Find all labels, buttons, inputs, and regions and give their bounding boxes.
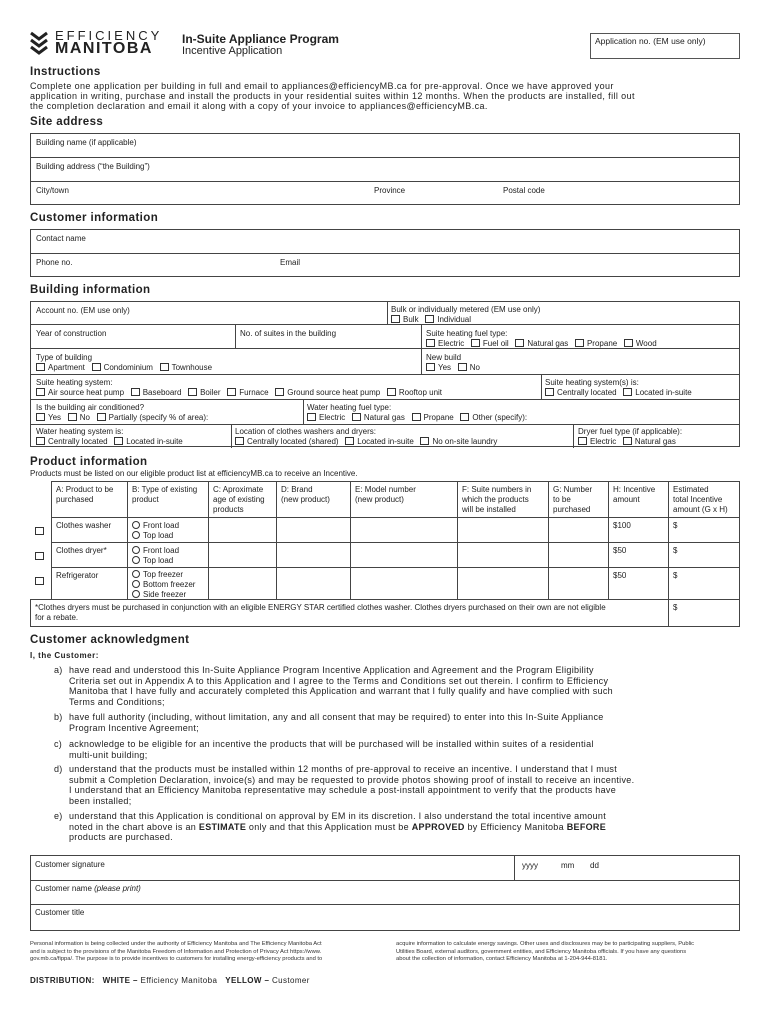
privacy-notice-left — [30, 941, 390, 964]
instructions-line: the completion declaration and email it along with a copy of your invoice to appliances@efficiencyMB.ca. — [30, 101, 488, 111]
wood-checkbox[interactable] — [624, 339, 633, 347]
option-label: Condominium — [103, 363, 153, 372]
fuel-type-options — [426, 339, 657, 348]
front-load-radio[interactable] — [132, 521, 140, 529]
water-electric-checkbox[interactable] — [307, 413, 316, 421]
rooftop-unit-checkbox[interactable] — [387, 388, 396, 396]
col-header-d — [281, 485, 330, 505]
col-header-line: G: Number — [553, 485, 593, 494]
col-header-line: age of existing — [213, 495, 265, 504]
top-freezer-radio[interactable] — [132, 570, 140, 578]
option-label: Natural gas — [363, 413, 405, 422]
distribution-label: DISTRIBUTION: — [30, 976, 95, 985]
program-title: In-Suite Appliance Program — [182, 32, 339, 46]
footnote-line: for a rebate. — [35, 613, 79, 622]
privacy-line: Utilities Board, external auditors, government entities, and Efficiency Manitoba officials. If you have any questions — [396, 948, 687, 955]
option-label: Centrally located — [48, 437, 108, 446]
item-text — [69, 712, 729, 733]
col-header-g — [553, 485, 592, 515]
ac-yes-checkbox[interactable] — [36, 413, 45, 421]
total-incentive-field[interactable]: $ — [673, 571, 678, 580]
year-construction-field[interactable]: Year of construction — [36, 329, 107, 338]
item-line — [69, 822, 729, 833]
privacy-line: about the collection of information, contact Efficiency Manitoba at 1-204-944-8181. — [396, 956, 608, 962]
dryer-fuel-label: Dryer fuel type (if applicable): — [578, 427, 683, 436]
distribution-yellow: YELLOW – — [225, 976, 272, 985]
field-label: Customer name — [35, 884, 95, 893]
grand-total-field[interactable]: $ — [673, 603, 678, 612]
date-year-field[interactable]: yyyy — [522, 861, 538, 870]
option-label: Air source heat pump — [48, 388, 125, 397]
boiler-checkbox[interactable] — [188, 388, 197, 396]
bottom-freezer-radio[interactable] — [132, 580, 140, 588]
acknowledgment-intro: I, the Customer: — [30, 651, 99, 660]
col-header-f — [462, 485, 531, 515]
date-day-field[interactable]: dd — [590, 861, 599, 870]
item-letter: d) — [54, 764, 63, 774]
item-line: submit a Completion Declaration, invoice(s) and may be requested to provide photos showing proof of install to receive an incentive. — [69, 774, 635, 785]
contact-name-field[interactable]: Contact name — [36, 234, 86, 243]
application-number-label: Application no. (EM use only) — [595, 36, 706, 46]
col-header-line: product — [132, 495, 159, 504]
existing-type-options — [132, 521, 179, 541]
baseboard-checkbox[interactable] — [131, 388, 140, 396]
text-run: noted in the chart above is an — [69, 821, 199, 832]
suite-systems-label: Suite heating system(s) is: — [545, 378, 639, 387]
no-laundry-checkbox[interactable] — [420, 437, 429, 445]
brand-line2: MANITOBA — [55, 40, 153, 57]
ac-partially-checkbox[interactable] — [97, 413, 106, 421]
item-line: understand that this Application is conditional on approval by EM in its discretion. I also understand the total incentive amount — [69, 811, 606, 821]
item-line: Program Incentive Agreement; — [69, 722, 199, 733]
field-hint: (please print) — [94, 884, 141, 893]
customer-name-field[interactable] — [35, 884, 141, 893]
item-line: Terms and Conditions; — [69, 696, 165, 707]
propane-checkbox[interactable] — [575, 339, 584, 347]
item-line: I understand that an Efficiency Manitoba representative may schedule a post-install appointment to verify that the products have — [69, 785, 617, 795]
instructions-text — [30, 81, 635, 111]
apartment-checkbox[interactable] — [36, 363, 45, 371]
water-other-checkbox[interactable] — [460, 413, 469, 421]
dryer-fuel-options — [578, 437, 676, 446]
item-line: understand that the products must be installed within 12 months of pre-approval to receive an incentive. I understand that I must — [69, 764, 617, 774]
col-header-line: purchased — [553, 505, 591, 514]
acknowledgment-heading: Customer acknowledgment — [30, 634, 190, 646]
air-source-heat-pump-checkbox[interactable] — [36, 388, 45, 396]
estimate-emphasis: ESTIMATE — [198, 821, 247, 832]
fuel-type-label: Suite heating fuel type: — [426, 329, 508, 338]
item-line: have full authority (including, without limitation, any and all consent that may be required) to enter into this In-Suite Appliance — [69, 712, 604, 722]
col-header-line: total Incentive — [673, 495, 723, 504]
option-label: Natural gas — [527, 339, 569, 348]
building-type-label: Type of building — [36, 353, 93, 362]
option-label: No — [469, 363, 480, 372]
product-note: Products must be listed on our eligible product list at efficiencyMB.ca to receive an Incentive. — [30, 469, 358, 478]
account-no-field[interactable]: Account no. (EM use only) — [36, 306, 130, 315]
option-label: Other (specify): — [472, 413, 528, 422]
item-text — [69, 665, 729, 707]
privacy-line: and is subject to the provisions of the Manitoba Freedom of Information and Protection of Privacy Act https://www. — [30, 948, 322, 955]
option-label: Centrally located (shared) — [247, 437, 339, 446]
col-header-line: which the products — [462, 495, 529, 504]
building-address-field[interactable]: Building address (“the Building”) — [36, 162, 150, 171]
air-conditioned-label: Is the building air conditioned? — [36, 403, 145, 412]
option-label: Located in-suite — [635, 388, 692, 397]
date-month-field[interactable]: mm — [561, 861, 575, 870]
option-label: Electric — [319, 413, 346, 422]
item-letter: a) — [54, 665, 63, 675]
col-header-line: D: Brand — [281, 485, 313, 494]
email-field[interactable]: Email — [280, 258, 301, 267]
col-header-c — [213, 485, 265, 515]
front-load-radio[interactable] — [132, 546, 140, 554]
product-name: Clothes washer — [56, 521, 112, 530]
option-label: Top load — [143, 531, 174, 540]
option-label: Bottom freezer — [143, 580, 196, 589]
product-info-heading: Product information — [30, 456, 148, 468]
option-label: Front load — [143, 521, 180, 530]
distribution-yellow-to: Customer — [271, 976, 310, 985]
privacy-line: Personal information is being collected under the authority of Efficiency Manitoba and The Efficiency Manitoba Act — [30, 941, 322, 947]
postal-code-field[interactable]: Postal code — [503, 186, 545, 195]
metered-label: Bulk or individually metered (EM use only) — [391, 305, 541, 314]
distribution-line — [30, 976, 310, 985]
col-header-line: E: Model number — [355, 485, 416, 494]
washers-location-options — [235, 437, 497, 446]
option-label: Top load — [143, 556, 174, 565]
laundry-shared-checkbox[interactable] — [235, 437, 244, 445]
col-header-total — [673, 485, 728, 515]
product-table — [30, 481, 740, 627]
metered-options — [391, 315, 471, 324]
option-label: Ground source heat pump — [287, 388, 381, 397]
col-header-e — [355, 485, 416, 505]
item-text — [69, 811, 729, 843]
signature-box — [30, 855, 740, 931]
new-build-options — [426, 363, 480, 372]
side-freezer-radio[interactable] — [132, 590, 140, 598]
dryer-footnote — [35, 603, 606, 623]
option-label: Yes — [48, 413, 62, 422]
located-in-suite-checkbox[interactable] — [623, 388, 632, 396]
instructions-heading: Instructions — [30, 66, 101, 78]
building-info-heading: Building information — [30, 284, 151, 296]
top-load-radio[interactable] — [132, 531, 140, 539]
new-build-no-checkbox[interactable] — [458, 363, 467, 371]
before-emphasis: BEFORE — [566, 821, 607, 832]
heating-system-label: Suite heating system: — [36, 378, 113, 387]
natural-gas-checkbox[interactable] — [515, 339, 524, 347]
col-header-line: amount (G x H) — [673, 505, 728, 514]
total-incentive-field[interactable]: $ — [673, 546, 678, 555]
heating-system-options — [36, 388, 442, 397]
dryer-electric-checkbox[interactable] — [578, 437, 587, 445]
item-line: acknowledge to be eligible for an incentive the products that will be purchased will be installed within suites of a residential — [69, 739, 594, 749]
item-letter: e) — [54, 811, 63, 821]
item-line: Manitoba that I have fully and accurately completed this Application and warrant that I fully qualify and have complied with such — [69, 686, 613, 696]
option-label: Natural gas — [634, 437, 676, 446]
brand-line1: EFFICIENCY — [55, 28, 163, 43]
option-label: Top freezer — [143, 570, 184, 579]
water-natural-gas-checkbox[interactable] — [352, 413, 361, 421]
col-header-line: (new product) — [355, 495, 404, 504]
row-select-checkbox[interactable] — [35, 571, 47, 589]
option-label: Electric — [590, 437, 617, 446]
water-in-suite-checkbox[interactable] — [114, 437, 123, 445]
incentive-amount: $50 — [613, 571, 627, 580]
option-label: Located in-suite — [126, 437, 183, 446]
privacy-line: acquire information to calculate energy savings. Other uses and disclosures may be to participating suppliers, Public — [396, 941, 695, 947]
option-label: Apartment — [48, 363, 85, 372]
building-type-options — [36, 363, 212, 372]
air-conditioned-options — [36, 413, 208, 422]
fuel-oil-checkbox[interactable] — [471, 339, 480, 347]
col-header-h — [613, 485, 655, 505]
col-header-line: (new product) — [281, 495, 330, 504]
total-incentive-field[interactable]: $ — [673, 521, 678, 530]
item-line: been installed; — [69, 795, 132, 806]
option-label: Located in-suite — [357, 437, 414, 446]
bulk-label: Bulk — [403, 315, 419, 324]
water-fuel-options — [307, 413, 527, 422]
efficiency-manitoba-logo-icon — [30, 31, 48, 55]
condominium-checkbox[interactable] — [92, 363, 101, 371]
col-header-line: B: Type of existing — [132, 485, 198, 494]
approved-emphasis: APPROVED — [411, 821, 465, 832]
city-field[interactable]: City/town — [36, 186, 69, 195]
new-build-label: New build — [426, 353, 462, 362]
col-header-line: to be — [553, 495, 571, 504]
dryer-natural-gas-checkbox[interactable] — [623, 437, 632, 445]
suites-count-field[interactable]: No. of suites in the building — [240, 329, 337, 338]
new-build-yes-checkbox[interactable] — [426, 363, 435, 371]
top-load-radio[interactable] — [132, 556, 140, 564]
customer-info-box — [30, 229, 740, 277]
item-line: Criteria set out in Appendix A to this Application and I agree to the Terms and Conditions set out therein. I confirm to Efficiency — [69, 675, 609, 686]
laundry-in-suite-checkbox[interactable] — [345, 437, 354, 445]
option-label: Propane — [586, 339, 618, 348]
col-header-line: amount — [613, 495, 640, 504]
customer-info-heading: Customer information — [30, 212, 159, 224]
water-system-label: Water heating system is: — [36, 427, 124, 436]
water-fuel-label: Water heating fuel type: — [307, 403, 392, 412]
item-line: products are purchased. — [69, 832, 173, 842]
customer-title-field[interactable]: Customer title — [35, 908, 85, 917]
option-label: No on-site laundry — [432, 437, 498, 446]
option-label: Furnace — [239, 388, 269, 397]
building-name-field[interactable]: Building name (if applicable) — [36, 138, 137, 147]
water-central-checkbox[interactable] — [36, 437, 45, 445]
option-label: Centrally located — [557, 388, 617, 397]
col-header-b — [132, 485, 197, 505]
col-header-line: products — [213, 505, 244, 514]
application-number-field[interactable] — [590, 33, 740, 59]
option-label: Side freezer — [143, 590, 187, 599]
option-label: Townhouse — [171, 363, 213, 372]
option-label: Fuel oil — [482, 339, 509, 348]
item-text — [69, 739, 729, 760]
building-info-box — [30, 301, 740, 447]
instructions-line: Complete one application per building in full and email to appliances@efficiencyMB.ca for pre-approval. Once we have approved your — [30, 81, 614, 91]
individual-checkbox[interactable] — [425, 315, 434, 323]
privacy-line: gov.mb.ca/fippa/. The purpose is to provide incentives to customers for installing energy-efficiency products and to — [30, 956, 323, 962]
col-header-line: H: Incentive — [613, 485, 656, 494]
item-letter: c) — [54, 739, 63, 749]
instructions-line: application in writing, purchase and install the products in your residential suites within 12 months. When the products are installed, fill out — [30, 91, 635, 101]
suite-systems-options — [545, 388, 692, 397]
option-label: Baseboard — [142, 388, 182, 397]
option-label: Propane — [423, 413, 454, 422]
col-header-line: A: Product to be — [56, 485, 114, 494]
option-label: Front load — [143, 546, 180, 555]
phone-field[interactable]: Phone no. — [36, 258, 73, 267]
item-line: multi-unit building; — [69, 749, 148, 760]
row-select-checkbox[interactable] — [35, 546, 47, 564]
option-label: Electric — [438, 339, 465, 348]
product-name: Refrigerator — [56, 571, 99, 580]
furnace-checkbox[interactable] — [227, 388, 236, 396]
col-header-line: purchased — [56, 495, 94, 504]
incentive-amount: $50 — [613, 546, 627, 555]
text-run: by Efficiency Manitoba — [464, 821, 567, 832]
text-run: only and that this Application must be — [246, 821, 412, 832]
existing-type-options — [132, 570, 195, 600]
option-label: Yes — [438, 363, 452, 372]
centrally-located-checkbox[interactable] — [545, 388, 554, 396]
water-system-options — [36, 437, 183, 446]
ground-source-heat-pump-checkbox[interactable] — [275, 388, 284, 396]
row-select-checkbox[interactable] — [35, 521, 47, 539]
col-header-line: will be installed — [462, 505, 516, 514]
ac-no-checkbox[interactable] — [68, 413, 77, 421]
option-label: Boiler — [200, 388, 221, 397]
item-text — [69, 764, 729, 806]
customer-signature-field[interactable]: Customer signature — [35, 860, 105, 869]
option-label: No — [79, 413, 90, 422]
col-header-a — [56, 485, 113, 505]
electric-checkbox[interactable] — [426, 339, 435, 347]
col-header-line: F: Suite numbers in — [462, 485, 532, 494]
footnote-line: *Clothes dryers must be purchased in conjunction with an eligible ENERGY STAR certified clothes washer. Clothes dryers purchased on their own are not eligible — [35, 603, 606, 612]
individual-label: Individual — [437, 315, 472, 324]
privacy-notice-right — [396, 941, 746, 964]
site-address-heading: Site address — [30, 116, 104, 128]
site-address-box — [30, 133, 740, 205]
washers-location-label: Location of clothes washers and dryers: — [235, 427, 376, 436]
water-propane-checkbox[interactable] — [412, 413, 421, 421]
incentive-amount: $100 — [613, 521, 631, 530]
product-name: Clothes dryer* — [56, 546, 107, 555]
option-label: Rooftop unit — [398, 388, 443, 397]
item-letter: b) — [54, 712, 63, 722]
distribution-white: WHITE – — [102, 976, 141, 985]
option-label: Wood — [635, 339, 657, 348]
province-field[interactable]: Province — [374, 186, 406, 195]
distribution-white-to: Efficiency Manitoba — [140, 976, 218, 985]
bulk-checkbox[interactable] — [391, 315, 400, 323]
col-header-line: Estimated — [673, 485, 709, 494]
item-line: have read and understood this In-Suite Appliance Program Incentive Application and Agreement and the Program Eligibility — [69, 665, 594, 675]
option-label: Partially (specify % of area): — [108, 413, 209, 422]
townhouse-checkbox[interactable] — [160, 363, 169, 371]
existing-type-options — [132, 546, 179, 566]
program-subtitle: Incentive Application — [182, 45, 283, 57]
col-header-line: C: Aproximate — [213, 485, 264, 494]
